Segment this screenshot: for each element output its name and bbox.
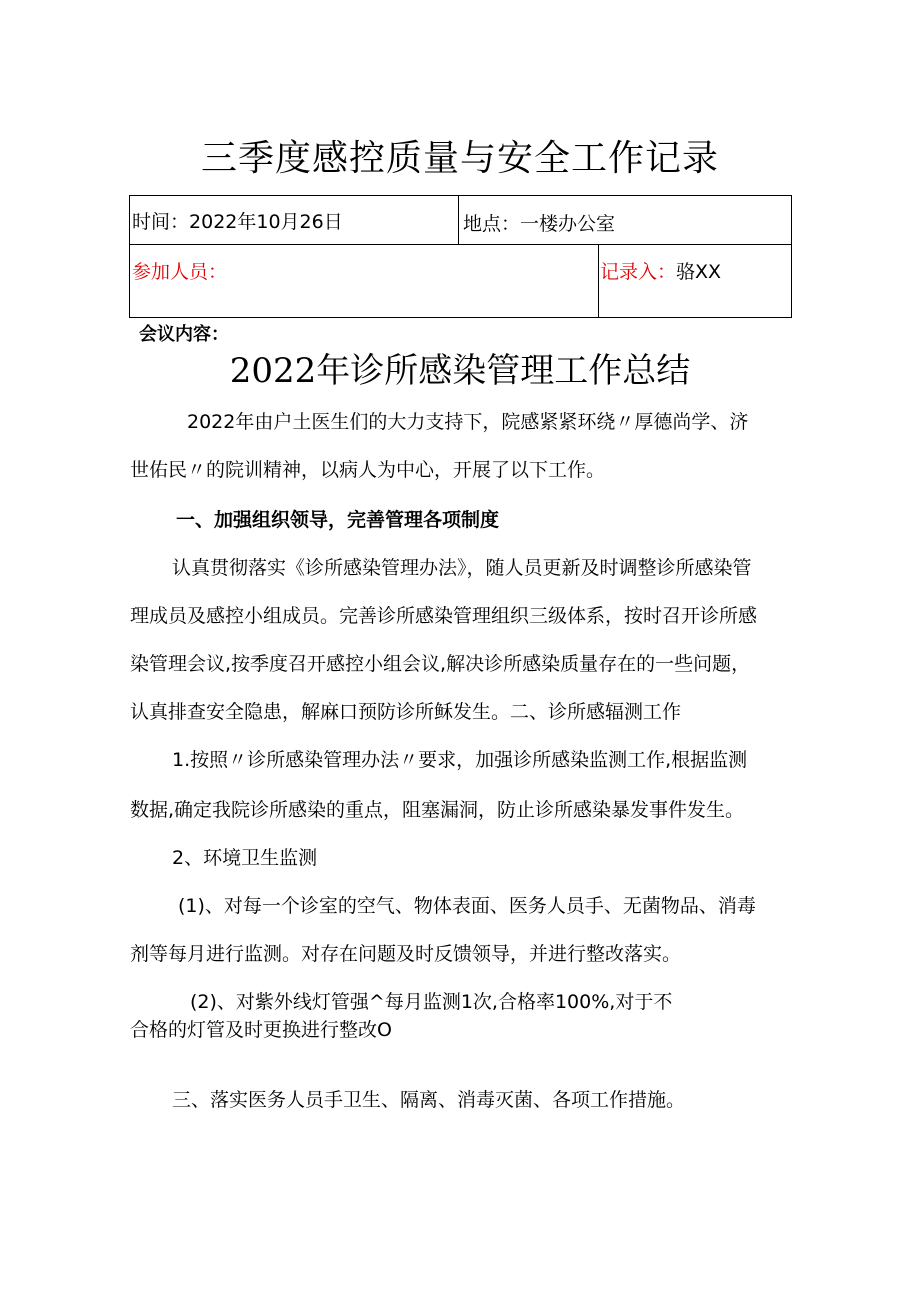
- meeting-info-table: [129, 195, 792, 318]
- table-row-divider: [130, 244, 791, 245]
- place-cell: [463, 209, 615, 236]
- paragraph-line: 染管理会议,按季度召开感控小组会议,解决诊所感染质量存在的一些问题，: [130, 653, 751, 675]
- table-column-divider-bottom: [598, 244, 599, 317]
- table-column-divider-top: [458, 196, 459, 244]
- summary-title: 2022年诊所感染管理工作总结: [229, 351, 691, 391]
- recorder-label: 记录入：: [600, 261, 677, 283]
- section-heading: 一、加强组织领导，完善管理各项制度: [176, 509, 500, 531]
- paragraph-line: 理成员及感控小组成员。完善诊所感染管理组织三级体系，按时召开诊所感: [130, 605, 758, 627]
- paragraph-line: (1)、对每一个诊室的空气、物体表面、医务人员手、无菌物品、消毒: [178, 895, 756, 917]
- paragraph-line: 世佑民〃的院训精神，以病人为中心，开展了以下工作。: [130, 459, 606, 481]
- time-cell: [132, 207, 343, 234]
- paragraph-line: 2、环境卫生监测: [172, 847, 318, 869]
- paragraph-line: 合格的灯管及时更换进行整改O: [130, 1019, 392, 1041]
- paragraph-line: 1.按照〃诊所感染管理办法〃要求，加强诊所感染监测工作,根据监测: [172, 749, 748, 771]
- paragraph-line: 数据,确定我院诊所感染的重点，阻塞漏洞，防止诊所感染暴发事件发生。: [130, 799, 745, 821]
- paragraph-line: 2022年由户土医生们的大力支持下，院感紧紧环绕〃厚德尚学、济: [187, 411, 749, 433]
- time-label: 时间：: [132, 211, 190, 233]
- recorder-value: 骆XX: [676, 261, 722, 283]
- time-value: 2022年10月26日: [189, 211, 343, 233]
- recorder-cell: [600, 257, 721, 284]
- paragraph-line: 认真贯彻落实《诊所感染管理办法》，随人员更新及时调整诊所感染管: [172, 557, 752, 579]
- participants-label: 参加人员：: [132, 261, 228, 283]
- paragraph-line: 认真排查安全隐患，解麻口预防诊所稣发生。二、诊所感辐测工作: [130, 701, 682, 723]
- place-value: 一楼办公室: [520, 213, 616, 235]
- meeting-content-label: 会议内容：: [139, 324, 229, 345]
- paragraph-line: 剂等每月进行监测。对存在问题及时反馈领导，并进行整改落实。: [130, 943, 682, 965]
- section-heading: 三、落实医务人员手卫生、隔离、消毒灭菌、各项工作措施。: [172, 1089, 686, 1111]
- paragraph-line: (2)、对紫外线灯管强^每月监测1次,合格率100%,对于不: [190, 991, 673, 1013]
- place-label: 地点：: [463, 213, 521, 235]
- document-title: 三季度感控质量与安全工作记录: [200, 138, 719, 179]
